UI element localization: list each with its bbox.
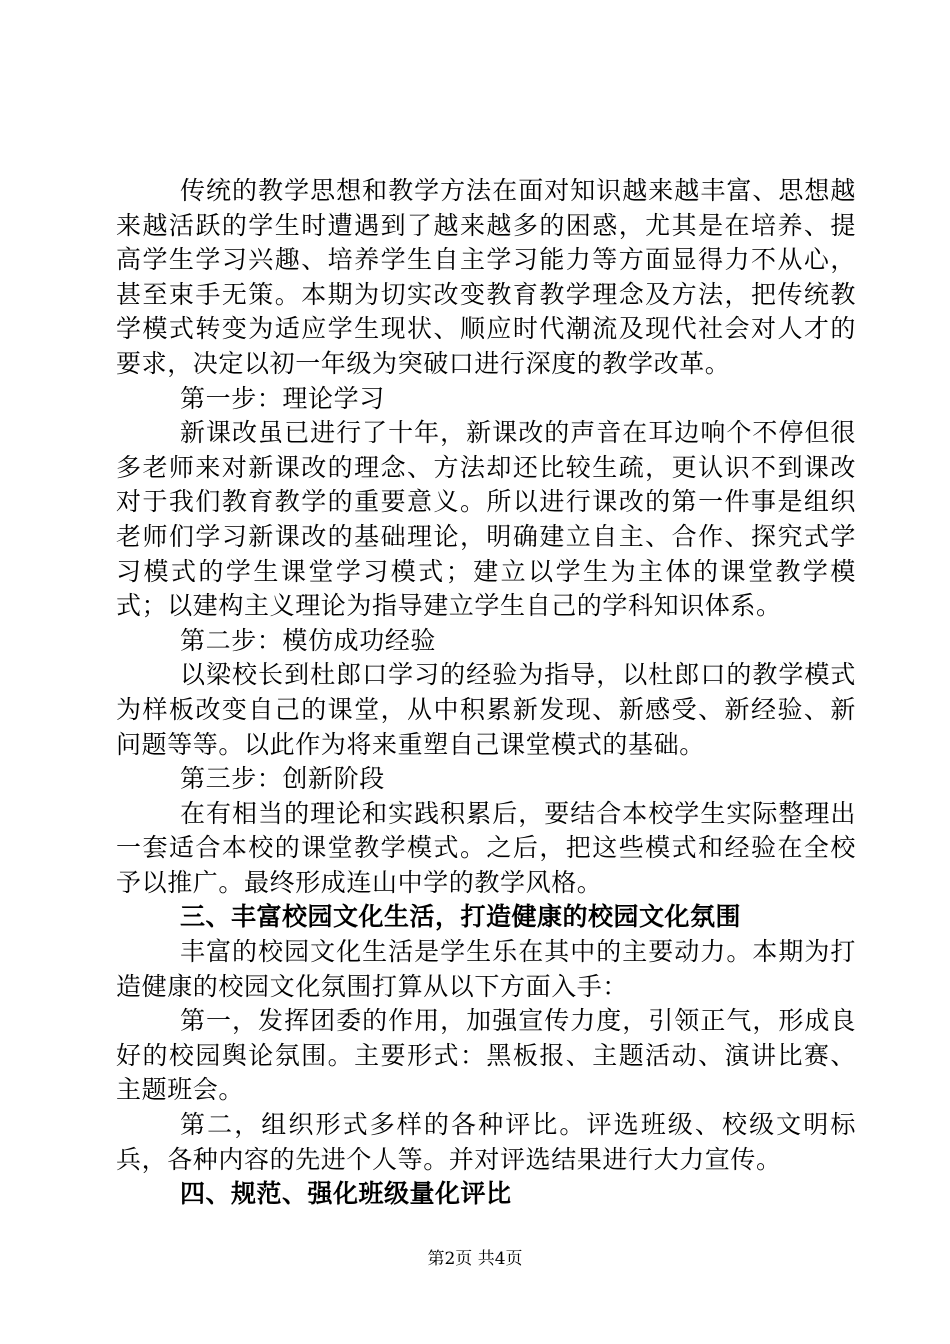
- section3-intro: 丰富的校园文化生活是学生乐在其中的主要动力。本期为打造健康的校园文化氛围打算从以下方面入手：: [116, 937, 856, 1001]
- step2-paragraph: 以梁校长到杜郎口学习的经验为指导，以杜郎口的教学模式为样板改变自己的课堂，从中积累新发现、新感受、新经验、新问题等等。以此作为将来重塑自己课堂模式的基础。: [116, 660, 856, 759]
- section3-item1: 第一，发挥团委的作用，加强宣传力度，引领正气，形成良好的校园舆论氛围。主要形式：黑板报、主题活动、演讲比赛、主题班会。: [116, 1006, 856, 1105]
- step3-paragraph: 在有相当的理论和实践积累后，要结合本校学生实际整理出一套适合本校的课堂教学模式。之后，把这些模式和经验在全校予以推广。最终形成连山中学的教学风格。: [116, 798, 856, 897]
- section4-heading: 四、规范、强化班级量化评比: [180, 1179, 512, 1209]
- document-body: [116, 174, 856, 1212]
- intro-paragraph: 传统的教学思想和教学方法在面对知识越来越丰富、思想越来越活跃的学生时遭遇到了越来越多的困惑，尤其是在培养、提高学生学习兴趣、培养学生自主学习能力等方面显得力不从心，甚至束手无策。本期为切实改变教育教学理念及方法，把传统教学模式转变为适应学生现状、顺应时代潮流及现代社会对人才的要求，决定以初一年级为突破口进行深度的教学改革。: [116, 176, 856, 378]
- step2-title: 第二步：模仿成功经验: [180, 625, 437, 655]
- step1-paragraph: 新课改虽已进行了十年，新课改的声音在耳边响个不停但很多老师来对新课改的理念、方法却还比较生疏，更认识不到课改对于我们教育教学的重要意义。所以进行课改的第一件事是组织老师们学习新课改的基础理论，明确建立自主、合作、探究式学习模式的学生课堂学习模式；建立以学生为主体的课堂教学模式；以建构主义理论为指导建立学生自己的学科知识体系。: [116, 418, 856, 621]
- section3-item2: 第二，组织形式多样的各种评比。评选班级、校级文明标兵，各种内容的先进个人等。并对评选结果进行大力宣传。: [116, 1110, 856, 1174]
- section3-heading: 三、丰富校园文化生活，打造健康的校园文化氛围: [180, 902, 742, 932]
- step3-title: 第三步：创新阶段: [180, 764, 385, 794]
- page-number-footer: 第2页 共4页: [427, 1249, 523, 1269]
- step1-title: 第一步：理论学习: [180, 383, 385, 413]
